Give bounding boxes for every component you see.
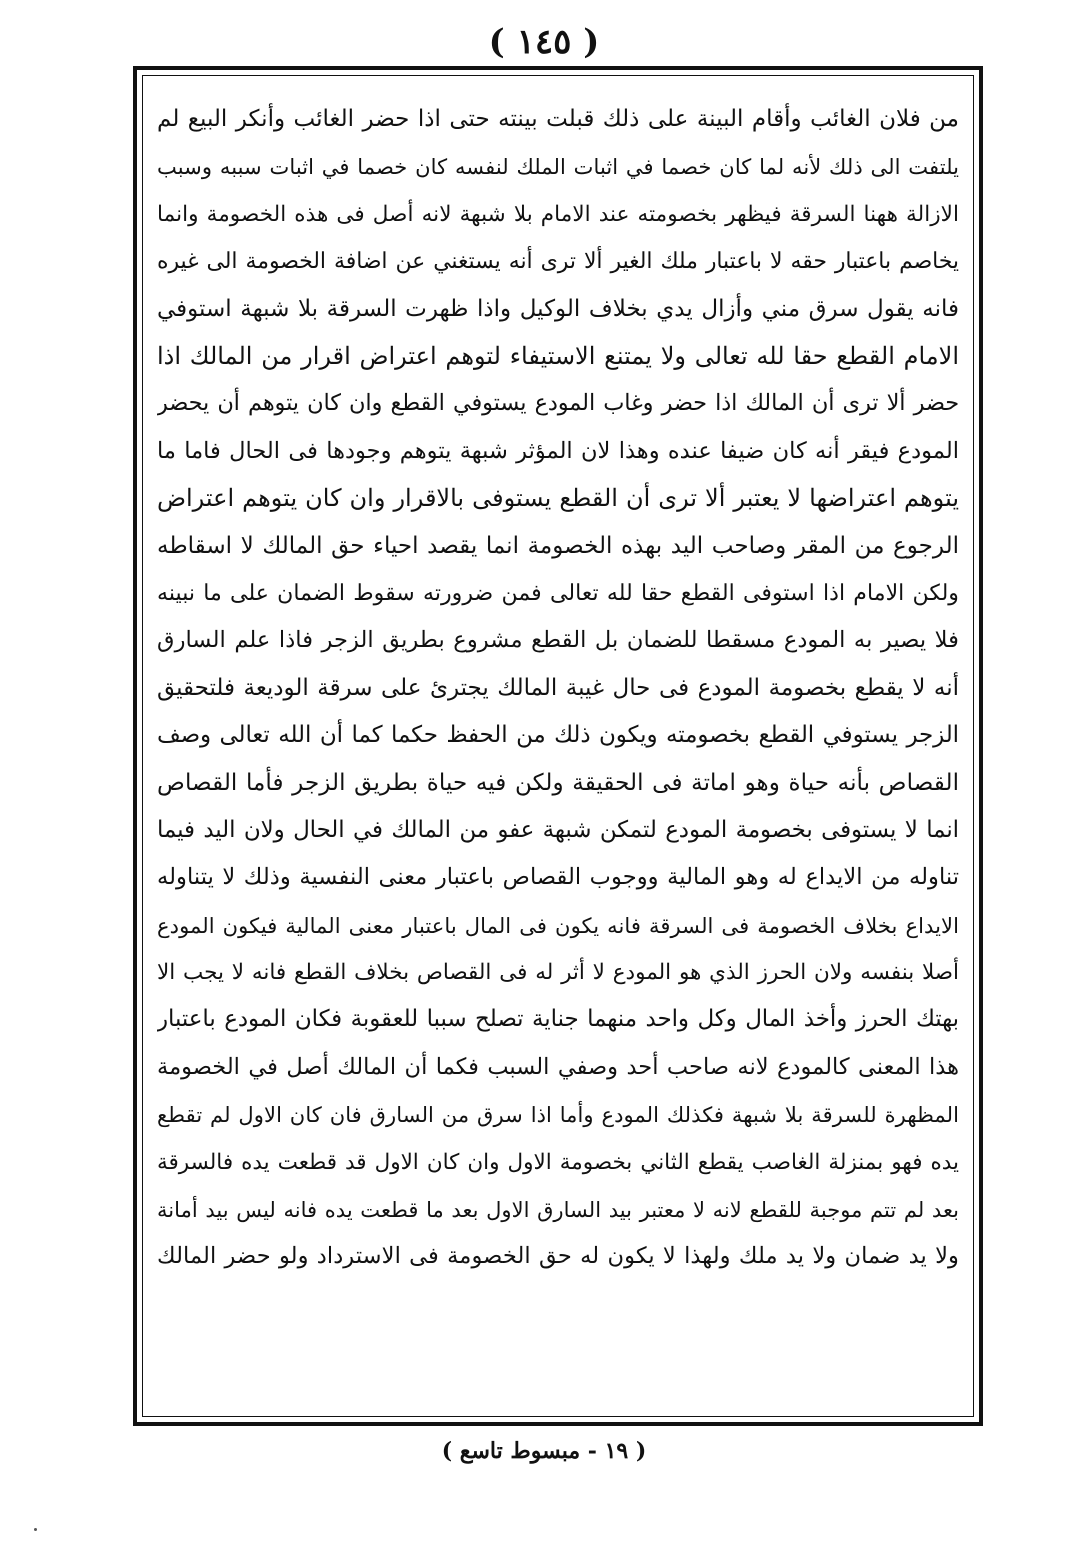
text-line: الرجوع من المقر وصاحب اليد بهذه الخصومة انما يقصد احياء حق المالك لا اسقاطه: [157, 532, 959, 559]
footer-signature: ( ١٩ - مبسوط تاسع ): [441, 1438, 647, 1464]
text-line: فانه يقول سرق مني وأزال يدي بخلاف الوكيل واذا ظهرت السرقة بلا شبهة استوفي: [157, 295, 959, 322]
text-line: ولكن الامام اذا استوفى القطع حقا لله تعالى فمن ضرورته سقوط الضمان على ما نبينه: [157, 579, 959, 606]
page-number: ( ١٤٥ ): [488, 22, 600, 62]
text-line: الازالة ههنا السرقة فيظهر بخصومته عند الامام بلا شبهة لانه أصل فى هذه الخصومة وانما: [157, 201, 959, 227]
text-line: القصاص بأنه حياة وهو اماتة فى الحقيقة ولكن فيه حياة بطريق الزجر فأما القصاص: [157, 769, 959, 797]
text-line: أنه لا يقطع بخصومة المودع فى حال غيبة المالك يجترئ على سرقة الوديعة فلتحقيق: [157, 674, 959, 701]
text-line: من فلان الغائب وأقام البينة على ذلك قبلت بينته حتى اذا حضر الغائب وأنكر البيع لم: [157, 106, 959, 132]
text-line: بهتك الحرز وأخذ المال وكل واحد منهما جناية تصلح سببا للعقوبة فكان المودع باعتبار: [157, 1006, 959, 1033]
text-line: يلتفت الى ذلك لأنه لما كان خصما في اثبات الملك لنفسه كان خصما في اثبات سببه وسبب: [157, 154, 959, 180]
text-line: أصلا بنفسه ولان الحرز الذي هو المودع لا أثر له فى القصاص بخلاف القطع فانه لا يجب الا: [157, 960, 959, 986]
text-line: حضر ألا ترى أن المالك اذا حضر وغاب المودع يستوفي القطع وان كان يتوهم أن يحضر: [157, 390, 959, 417]
text-line: يخاصم باعتبار حقه لا باعتبار ملك الغير ألا ترى أنه يستغني عن اضافة الخصومة الى غيره: [157, 249, 959, 275]
text-line: المودع فيقر أنه كان ضيفا عنده وهذا لان المؤثر شبهة يتوهم وجودها فى الحال فاما ما: [157, 437, 959, 464]
page-frame-inner: [142, 75, 974, 1417]
scan-speck: [34, 1528, 37, 1531]
text-line: هذا المعنى كالمودع لانه صاحب أحد وصفي السبب فكما أن المالك أصل في الخصومة: [157, 1053, 959, 1080]
text-line: المظهرة للسرقة بلا شبهة فكذلك المودع وأما اذا سرق من السارق فان كان الاول لم تقطع: [157, 1102, 959, 1128]
text-line: يده فهو بمنزلة الغاصب يقطع الثاني بخصومة الاول وان كان الاول قد قطعت يده فالسرقة: [157, 1149, 959, 1175]
text-line: فلا يصير به المودع مسقطا للضمان بل القطع مشروع بطريق الزجر فاذا علم السارق: [157, 627, 959, 654]
page-frame: [133, 66, 983, 1426]
text-line: تناوله من الايداع له وهو المالية ووجوب القصاص باعتبار معنى النفسية وذلك لا يتناوله: [157, 864, 959, 891]
text-line: الايداع بخلاف الخصومة فى السرقة فانه يكون فى المال باعتبار معنى المالية فيكون المودع: [157, 912, 959, 938]
text-line: ولا يد ضمان ولا يد ملك ولهذا لا يكون له حق الخصومة فى الاسترداد ولو حضر المالك: [157, 1243, 959, 1270]
body-text: [157, 96, 959, 1281]
text-line: الزجر يستوفي القطع بخصومته ويكون ذلك من الحفظ حكما كما أن الله تعالى وصف: [157, 722, 959, 749]
text-line: انما لا يستوفى بخصومة المودع لتمكن شبهة عفو من المالك في الحال ولان اليد فيما: [157, 816, 959, 843]
text-line: يتوهم اعتراضها لا يعتبر ألا ترى أن القطع يستوفى بالاقرار وان كان يتوهم اعتراض: [157, 484, 959, 513]
text-line: بعد لم تتم موجبة للقطع لانه لا معتبر بيد السارق الاول بعد ما قطعت يده فانه ليس بيد أمانة: [157, 1196, 959, 1222]
text-line: الامام القطع حقا لله تعالى ولا يمتنع الاستيفاء لتوهم اعتراض اقرار من المالك اذا: [157, 341, 959, 370]
